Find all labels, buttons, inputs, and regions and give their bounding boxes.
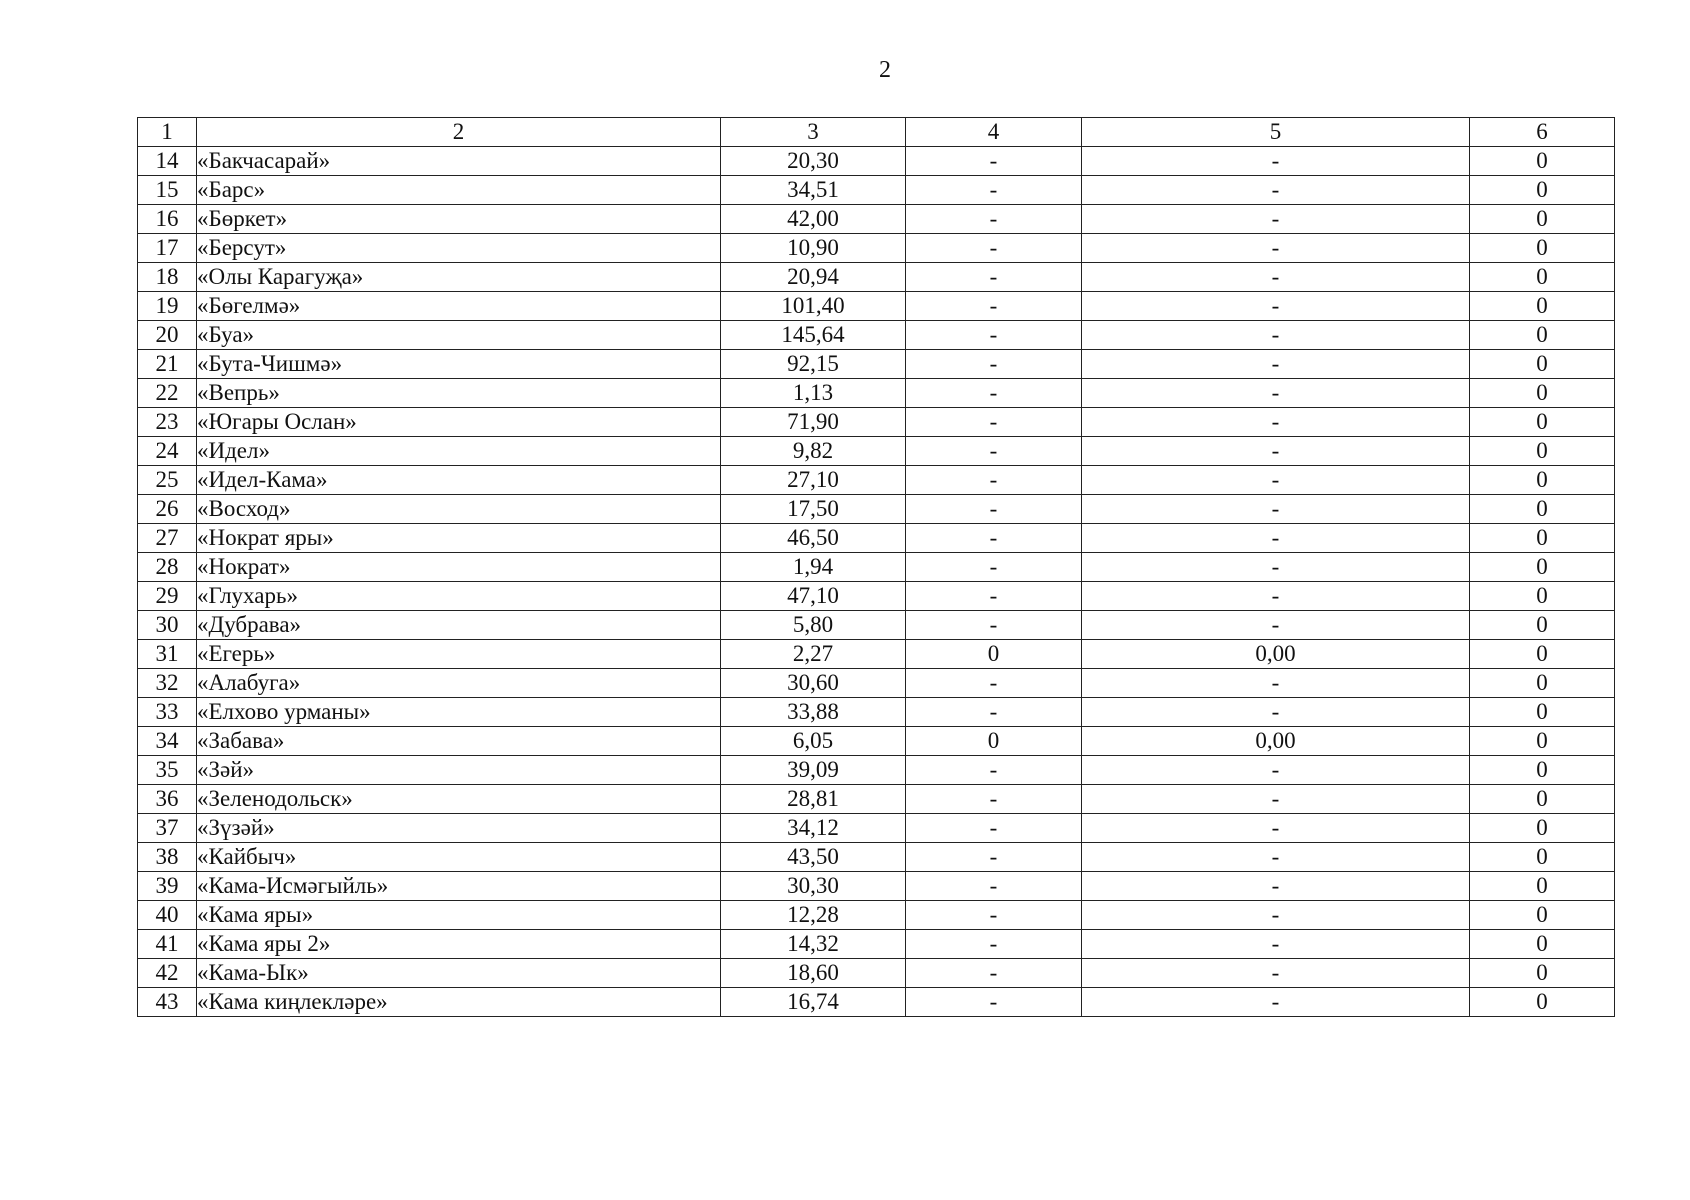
value-cell: 30,30 (721, 872, 906, 901)
row-number-cell: 33 (138, 698, 197, 727)
col4-cell: - (906, 756, 1082, 785)
row-number-cell: 21 (138, 350, 197, 379)
col6-cell: 0 (1470, 727, 1615, 756)
value-cell: 5,80 (721, 611, 906, 640)
col5-cell: - (1082, 698, 1470, 727)
col6-cell: 0 (1470, 437, 1615, 466)
row-number-cell: 23 (138, 408, 197, 437)
col5-cell: - (1082, 843, 1470, 872)
name-cell: «Кама-Ык» (197, 959, 721, 988)
name-cell: «Зәй» (197, 756, 721, 785)
row-number-cell: 26 (138, 495, 197, 524)
table-body (138, 118, 1615, 1017)
name-cell: «Восход» (197, 495, 721, 524)
page-number: 2 (879, 57, 891, 83)
col5-cell: - (1082, 437, 1470, 466)
name-cell: «Кама-Исмәгыйль» (197, 872, 721, 901)
row-number-cell: 19 (138, 292, 197, 321)
row-number-cell: 32 (138, 669, 197, 698)
column-header: 1 (138, 118, 197, 147)
col5-cell: - (1082, 234, 1470, 263)
column-header: 4 (906, 118, 1082, 147)
row-number-cell: 34 (138, 727, 197, 756)
col4-cell: - (906, 466, 1082, 495)
col6-cell: 0 (1470, 147, 1615, 176)
col5-cell: - (1082, 756, 1470, 785)
table-row (138, 466, 1615, 495)
table-row (138, 553, 1615, 582)
row-number-cell: 41 (138, 930, 197, 959)
col4-cell: - (906, 988, 1082, 1017)
name-cell: «Кама киңлекләре» (197, 988, 721, 1017)
name-cell: «Вепрь» (197, 379, 721, 408)
value-cell: 34,51 (721, 176, 906, 205)
col4-cell: - (906, 611, 1082, 640)
col6-cell: 0 (1470, 466, 1615, 495)
name-cell: «Идел-Кама» (197, 466, 721, 495)
table-row (138, 495, 1615, 524)
table-row (138, 437, 1615, 466)
name-cell: «Дубрава» (197, 611, 721, 640)
row-number-cell: 25 (138, 466, 197, 495)
col5-cell: - (1082, 988, 1470, 1017)
value-cell: 145,64 (721, 321, 906, 350)
column-header: 2 (197, 118, 721, 147)
name-cell: «Бута-Чишмә» (197, 350, 721, 379)
name-cell: «Идел» (197, 437, 721, 466)
col6-cell: 0 (1470, 379, 1615, 408)
table-row (138, 959, 1615, 988)
value-cell: 9,82 (721, 437, 906, 466)
col4-cell: - (906, 321, 1082, 350)
col6-cell: 0 (1470, 582, 1615, 611)
column-header: 5 (1082, 118, 1470, 147)
col5-cell: - (1082, 292, 1470, 321)
col5-cell: - (1082, 669, 1470, 698)
row-number-cell: 37 (138, 814, 197, 843)
row-number-cell: 17 (138, 234, 197, 263)
col5-cell: - (1082, 553, 1470, 582)
name-cell: «Нократ яры» (197, 524, 721, 553)
name-cell: «Кайбыч» (197, 843, 721, 872)
col4-cell: - (906, 872, 1082, 901)
col5-cell: - (1082, 495, 1470, 524)
table-row (138, 669, 1615, 698)
col4-cell: - (906, 524, 1082, 553)
table-row (138, 263, 1615, 292)
col5-cell: - (1082, 176, 1470, 205)
value-cell: 30,60 (721, 669, 906, 698)
col4-cell: - (906, 437, 1082, 466)
table-row (138, 234, 1615, 263)
col4-cell: - (906, 582, 1082, 611)
col5-cell: - (1082, 901, 1470, 930)
col4-cell: - (906, 408, 1082, 437)
name-cell: «Олы Карагуҗа» (197, 263, 721, 292)
value-cell: 92,15 (721, 350, 906, 379)
row-number-cell: 30 (138, 611, 197, 640)
table-row (138, 640, 1615, 669)
col6-cell: 0 (1470, 321, 1615, 350)
col6-cell: 0 (1470, 756, 1615, 785)
name-cell: «Зүзәй» (197, 814, 721, 843)
row-number-cell: 20 (138, 321, 197, 350)
row-number-cell: 28 (138, 553, 197, 582)
col6-cell: 0 (1470, 205, 1615, 234)
column-header: 3 (721, 118, 906, 147)
col5-cell: - (1082, 263, 1470, 292)
col6-cell: 0 (1470, 814, 1615, 843)
table-row (138, 901, 1615, 930)
col6-cell: 0 (1470, 350, 1615, 379)
col5-cell: 0,00 (1082, 727, 1470, 756)
table-row (138, 379, 1615, 408)
row-number-cell: 22 (138, 379, 197, 408)
col5-cell: - (1082, 350, 1470, 379)
table-header-row (138, 118, 1615, 147)
table-row (138, 698, 1615, 727)
name-cell: «Буа» (197, 321, 721, 350)
table-row (138, 147, 1615, 176)
name-cell: «Югары Ослан» (197, 408, 721, 437)
col6-cell: 0 (1470, 901, 1615, 930)
col5-cell: - (1082, 408, 1470, 437)
value-cell: 27,10 (721, 466, 906, 495)
row-number-cell: 38 (138, 843, 197, 872)
table-row (138, 408, 1615, 437)
col4-cell: - (906, 959, 1082, 988)
col5-cell: - (1082, 959, 1470, 988)
col6-cell: 0 (1470, 234, 1615, 263)
col5-cell: - (1082, 205, 1470, 234)
col4-cell: - (906, 147, 1082, 176)
name-cell: «Бөркет» (197, 205, 721, 234)
col5-cell: - (1082, 147, 1470, 176)
col5-cell: - (1082, 611, 1470, 640)
value-cell: 6,05 (721, 727, 906, 756)
col6-cell: 0 (1470, 785, 1615, 814)
name-cell: «Нократ» (197, 553, 721, 582)
value-cell: 20,94 (721, 263, 906, 292)
value-cell: 1,94 (721, 553, 906, 582)
name-cell: «Егерь» (197, 640, 721, 669)
table-row (138, 930, 1615, 959)
col6-cell: 0 (1470, 959, 1615, 988)
value-cell: 42,00 (721, 205, 906, 234)
value-cell: 10,90 (721, 234, 906, 263)
table-row (138, 582, 1615, 611)
table-row (138, 321, 1615, 350)
col4-cell: 0 (906, 640, 1082, 669)
value-cell: 28,81 (721, 785, 906, 814)
col5-cell: - (1082, 814, 1470, 843)
col5-cell: - (1082, 321, 1470, 350)
col4-cell: - (906, 292, 1082, 321)
col4-cell: - (906, 814, 1082, 843)
value-cell: 1,13 (721, 379, 906, 408)
name-cell: «Елхово урманы» (197, 698, 721, 727)
table-row (138, 814, 1615, 843)
col6-cell: 0 (1470, 669, 1615, 698)
col6-cell: 0 (1470, 292, 1615, 321)
value-cell: 46,50 (721, 524, 906, 553)
row-number-cell: 43 (138, 988, 197, 1017)
col6-cell: 0 (1470, 872, 1615, 901)
col5-cell: - (1082, 524, 1470, 553)
col5-cell: - (1082, 582, 1470, 611)
table-row (138, 756, 1615, 785)
row-number-cell: 18 (138, 263, 197, 292)
col4-cell: - (906, 843, 1082, 872)
row-number-cell: 24 (138, 437, 197, 466)
name-cell: «Кама яры 2» (197, 930, 721, 959)
col6-cell: 0 (1470, 263, 1615, 292)
value-cell: 17,50 (721, 495, 906, 524)
row-number-cell: 40 (138, 901, 197, 930)
col6-cell: 0 (1470, 640, 1615, 669)
col6-cell: 0 (1470, 988, 1615, 1017)
row-number-cell: 35 (138, 756, 197, 785)
col4-cell: - (906, 350, 1082, 379)
table-row (138, 292, 1615, 321)
row-number-cell: 14 (138, 147, 197, 176)
name-cell: «Кама яры» (197, 901, 721, 930)
col4-cell: - (906, 234, 1082, 263)
col5-cell: - (1082, 785, 1470, 814)
table-row (138, 727, 1615, 756)
column-header: 6 (1470, 118, 1615, 147)
col4-cell: 0 (906, 727, 1082, 756)
col6-cell: 0 (1470, 843, 1615, 872)
table-row (138, 843, 1615, 872)
value-cell: 101,40 (721, 292, 906, 321)
col4-cell: - (906, 901, 1082, 930)
col5-cell: - (1082, 872, 1470, 901)
row-number-cell: 29 (138, 582, 197, 611)
name-cell: «Глухарь» (197, 582, 721, 611)
table-row (138, 785, 1615, 814)
name-cell: «Забава» (197, 727, 721, 756)
row-number-cell: 16 (138, 205, 197, 234)
col5-cell: 0,00 (1082, 640, 1470, 669)
table-row (138, 524, 1615, 553)
name-cell: «Бакчасарай» (197, 147, 721, 176)
value-cell: 34,12 (721, 814, 906, 843)
col6-cell: 0 (1470, 930, 1615, 959)
row-number-cell: 42 (138, 959, 197, 988)
row-number-cell: 36 (138, 785, 197, 814)
col6-cell: 0 (1470, 176, 1615, 205)
col4-cell: - (906, 553, 1082, 582)
table-row (138, 350, 1615, 379)
col4-cell: - (906, 495, 1082, 524)
col6-cell: 0 (1470, 698, 1615, 727)
value-cell: 43,50 (721, 843, 906, 872)
row-number-cell: 15 (138, 176, 197, 205)
value-cell: 33,88 (721, 698, 906, 727)
table-row (138, 176, 1615, 205)
col5-cell: - (1082, 379, 1470, 408)
col6-cell: 0 (1470, 553, 1615, 582)
value-cell: 71,90 (721, 408, 906, 437)
value-cell: 2,27 (721, 640, 906, 669)
value-cell: 16,74 (721, 988, 906, 1017)
col4-cell: - (906, 785, 1082, 814)
col4-cell: - (906, 698, 1082, 727)
row-number-cell: 27 (138, 524, 197, 553)
value-cell: 18,60 (721, 959, 906, 988)
name-cell: «Зеленодольск» (197, 785, 721, 814)
table-row (138, 988, 1615, 1017)
col6-cell: 0 (1470, 495, 1615, 524)
col6-cell: 0 (1470, 408, 1615, 437)
col4-cell: - (906, 379, 1082, 408)
col6-cell: 0 (1470, 611, 1615, 640)
col4-cell: - (906, 669, 1082, 698)
name-cell: «Алабуга» (197, 669, 721, 698)
table-row (138, 611, 1615, 640)
name-cell: «Берсут» (197, 234, 721, 263)
value-cell: 12,28 (721, 901, 906, 930)
value-cell: 39,09 (721, 756, 906, 785)
value-cell: 20,30 (721, 147, 906, 176)
col4-cell: - (906, 176, 1082, 205)
row-number-cell: 39 (138, 872, 197, 901)
table-row (138, 205, 1615, 234)
col4-cell: - (906, 263, 1082, 292)
name-cell: «Бөгелмә» (197, 292, 721, 321)
col6-cell: 0 (1470, 524, 1615, 553)
value-cell: 47,10 (721, 582, 906, 611)
name-cell: «Барс» (197, 176, 721, 205)
col5-cell: - (1082, 466, 1470, 495)
col4-cell: - (906, 930, 1082, 959)
value-cell: 14,32 (721, 930, 906, 959)
data-table (137, 117, 1615, 1017)
table-row (138, 872, 1615, 901)
row-number-cell: 31 (138, 640, 197, 669)
col4-cell: - (906, 205, 1082, 234)
col5-cell: - (1082, 930, 1470, 959)
